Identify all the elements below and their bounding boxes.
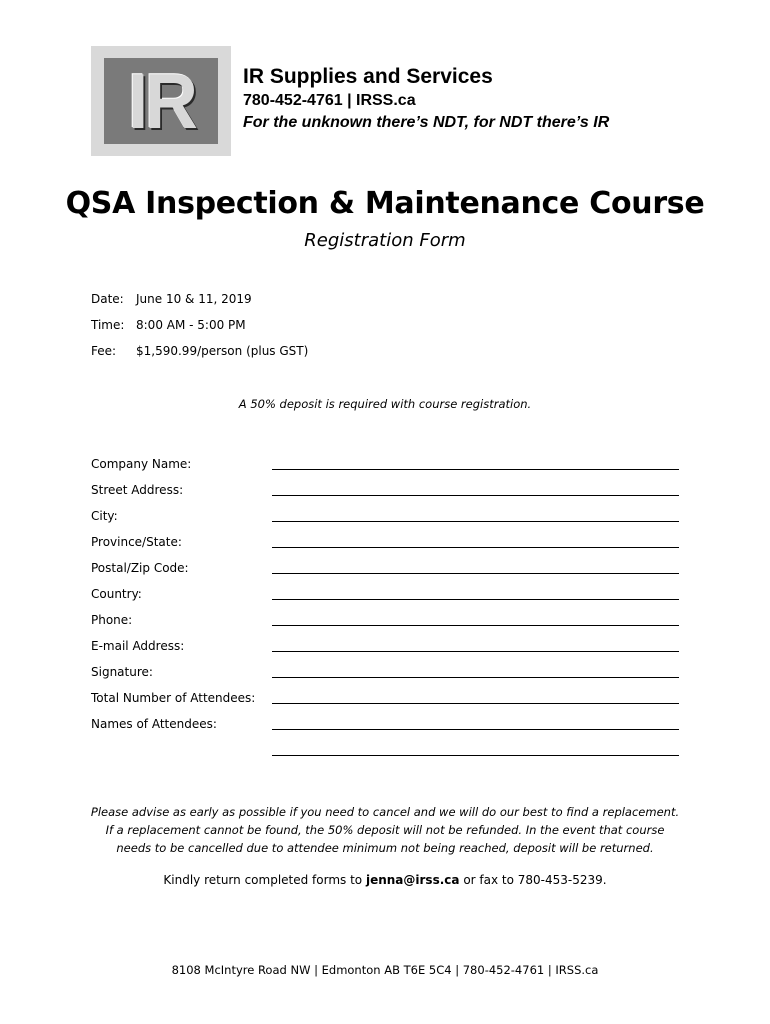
return-email-link[interactable]: jenna@irss.ca — [365, 873, 460, 887]
phone-field[interactable] — [272, 625, 679, 626]
page-subtitle: Registration Form — [304, 230, 466, 251]
field-label-province-state: Province/State: — [91, 535, 182, 549]
info-row-fee — [91, 344, 308, 358]
postal-zip-field[interactable] — [272, 573, 679, 574]
field-label-phone: Phone: — [91, 613, 133, 627]
info-label: Time: — [91, 318, 125, 332]
field-label-street-address: Street Address: — [91, 483, 184, 497]
company-header — [243, 64, 609, 134]
info-label: Fee: — [91, 344, 117, 358]
email-field[interactable] — [272, 651, 679, 652]
logo-text: IR — [127, 58, 195, 144]
province-state-field[interactable] — [272, 547, 679, 548]
info-value: June 10 & 11, 2019 — [136, 292, 252, 306]
info-value: $1,590.99/person (plus GST) — [136, 344, 309, 358]
return-prefix: Kindly return completed forms to — [163, 873, 366, 887]
field-label-company-name: Company Name: — [91, 457, 192, 471]
logo — [91, 46, 231, 156]
return-suffix: or fax to 780-453-5239. — [459, 873, 607, 887]
field-label-country: Country: — [91, 587, 142, 601]
field-label-postal-zip: Postal/Zip Code: — [91, 561, 189, 575]
info-value: 8:00 AM - 5:00 PM — [136, 318, 246, 332]
company-name: IR Supplies and Services — [243, 65, 493, 88]
company-tagline: For the unknown there’s NDT, for NDT there’s IR — [243, 114, 610, 131]
field-label-attendee-names: Names of Attendees: — [91, 717, 217, 731]
city-field[interactable] — [272, 521, 679, 522]
signature-field[interactable] — [272, 677, 679, 678]
attendee-names-field[interactable] — [272, 729, 679, 730]
info-label: Date: — [91, 292, 124, 306]
field-label-total-attendees: Total Number of Attendees: — [91, 691, 256, 705]
company-contact: 780-452-4761 | IRSS.ca — [243, 92, 416, 109]
country-field[interactable] — [272, 599, 679, 600]
page-title: QSA Inspection & Maintenance Course — [65, 186, 705, 221]
info-row-time — [91, 318, 246, 332]
field-label-signature: Signature: — [91, 665, 153, 679]
info-row-date — [91, 292, 252, 306]
cancellation-notice: Please advise as early as possible if you need to cancel and we will do our best to find a replacement. If a replacement cannot be found, the 50% deposit will not be refunded. In the event that course needs to be cancelled due to attendee minimum not being reached, deposit will be returned. — [90, 805, 680, 855]
return-instructions — [0, 873, 770, 887]
field-label-email: E-mail Address: — [91, 639, 185, 653]
footer-address: 8108 McIntyre Road NW | Edmonton AB T6E 5C4 | 780-452-4761 | IRSS.ca — [171, 963, 599, 977]
total-attendees-field[interactable] — [272, 703, 679, 704]
field-label-city: City: — [91, 509, 118, 523]
company-name-field[interactable] — [272, 469, 679, 470]
street-address-field[interactable] — [272, 495, 679, 496]
attendee-names-field-extra[interactable] — [272, 755, 679, 756]
deposit-note: A 50% deposit is required with course registration. — [238, 397, 532, 411]
logo-panel — [104, 58, 218, 144]
